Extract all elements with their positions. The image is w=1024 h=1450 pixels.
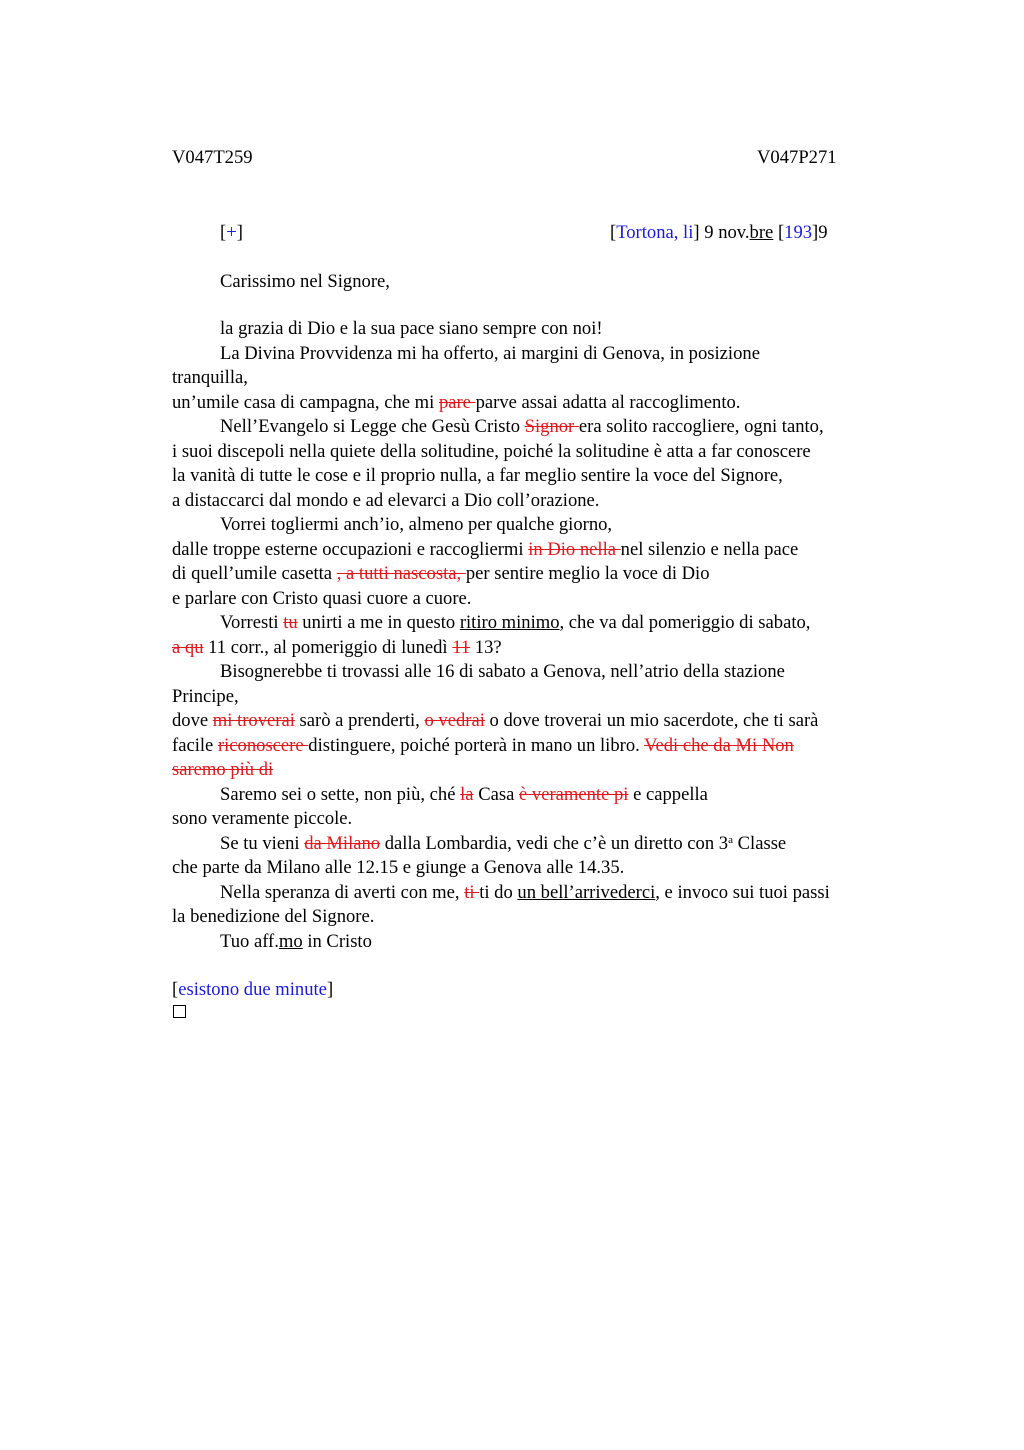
underlined-text: mo: [278, 930, 303, 952]
body-line: i suoi discepoli nella quiete della solitudine, poiché la solitudine è atta a far conoscere: [172, 440, 811, 462]
body-line: tranquilla,: [172, 367, 248, 388]
body-line: Saremo sei o sette, non più, ché la Casa è veramente pi e cappella: [220, 783, 708, 805]
deleted-text: 11: [452, 636, 471, 658]
body-line: Se tu vieni da Milano dalla Lombardia, vedi che c’è un diretto con 3$^a$ Classe: [220, 832, 787, 854]
letter-body: [172, 317, 932, 954]
body-line: Vorrei togliermi anch’io, almeno per qualche giorno,: [220, 514, 613, 535]
body-line: a qu 11 corr., al pomeriggio di lunedì 11 13?: [172, 636, 502, 658]
year-fill: 193: [784, 222, 813, 243]
superscript: a: [728, 833, 733, 846]
place-name: Tortona, li: [616, 222, 694, 243]
deleted-text: o vedrai: [424, 710, 485, 731]
body-line: la vanità di tutte le cose e il proprio nulla, a far meglio sentire la voce del Signore,: [172, 465, 783, 486]
date-abbrev: bre: [749, 222, 774, 243]
body-line: Nella speranza di averti con me, ti ti do un bell’arrivederci, e invoco sui tuoi passi: [220, 881, 830, 903]
bracket: [: [220, 222, 227, 243]
body-line: dove mi troverai sarò a prenderti, o vedrai o dove troverai un mio sacerdote, che ti sarà: [172, 710, 819, 731]
deleted-text: è veramente pi: [519, 783, 629, 805]
editorial-note: [172, 978, 333, 1003]
deleted-text: pare: [438, 391, 476, 413]
body-line: a distaccarci dal mondo e ad elevarci a Dio coll’orazione.: [172, 489, 600, 511]
bracket: ]: [693, 222, 700, 243]
bracket: [: [172, 979, 179, 1000]
bracket: [: [610, 222, 617, 243]
deleted-text: saremo più di: [172, 759, 274, 780]
deleted-text: a qu: [172, 636, 204, 658]
deleted-text: , a tutti nascosta,: [336, 563, 466, 584]
cross-mark: [220, 221, 243, 246]
body-line: la benedizione del Signore.: [172, 906, 375, 927]
body-line: [172, 758, 932, 783]
year-end: ]9: [812, 222, 828, 243]
deleted-text: riconoscere: [217, 734, 309, 756]
body-line: facile riconoscere distinguere, poiché porterà in mano un libro. Vedi che da Mi Non: [172, 734, 794, 756]
closing-line: Tuo aff.mo in Cristo: [220, 930, 372, 952]
body-line: che parte da Milano alle 12.15 e giunge a Genova alle 14.35.: [172, 857, 625, 878]
deleted-text: la: [460, 783, 474, 805]
body-line: dalle troppe esterne occupazioni e raccogliermi in Dio nella nel silenzio e nella pace: [172, 538, 799, 560]
deleted-text: tu: [283, 612, 298, 633]
bracket: [: [773, 222, 785, 243]
body-line: Nell’Evangelo si Legge che Gesù Cristo Signor era solito raccogliere, ogni tanto,: [220, 416, 824, 437]
right-code: V047P271: [757, 147, 837, 168]
underlined-text: un bell’arrivederci: [517, 881, 656, 903]
dateline: [610, 221, 828, 246]
note-text: esistono due minute: [178, 979, 327, 1000]
body-line: Principe,: [172, 685, 239, 707]
cross-symbol: +: [226, 222, 237, 243]
deleted-text: in Dio nella: [528, 538, 621, 560]
body-line: e parlare con Cristo quasi cuore a cuore.: [172, 587, 472, 609]
bracket: ]: [326, 979, 334, 1000]
date-text: 9 nov.: [699, 222, 750, 243]
bracket: ]: [236, 222, 243, 243]
body-line: la grazia di Dio e la sua pace siano sempre con noi!: [220, 318, 603, 339]
body-line: sono veramente piccole.: [172, 808, 353, 829]
end-square-icon: [173, 1005, 186, 1018]
deleted-text: Signor: [524, 416, 579, 437]
underlined-text: ritiro minimo: [459, 612, 560, 633]
body-line: di quell’umile casetta , a tutti nascosta, per sentire meglio la voce di Dio: [172, 563, 710, 584]
body-line: Bisognerebbe ti trovassi alle 16 di sabato a Genova, nell’atrio della stazione: [220, 661, 785, 682]
body-line: un’umile casa di campagna, che mi pare parve assai adatta al raccoglimento.: [172, 391, 741, 413]
deleted-text: mi troverai: [212, 710, 295, 731]
deleted-text: Vedi che da Mi Non: [644, 734, 794, 756]
deleted-text: ti: [464, 881, 480, 903]
salutation: Carissimo nel Signore,: [220, 271, 390, 292]
deleted-text: da Milano: [304, 832, 381, 854]
left-code: V047T259: [172, 147, 253, 168]
body-line: Vorresti tu unirti a me in questo ritiro minimo, che va dal pomeriggio di sabato,: [220, 612, 811, 633]
body-line: La Divina Provvidenza mi ha offerto, ai margini di Genova, in posizione: [220, 342, 760, 364]
